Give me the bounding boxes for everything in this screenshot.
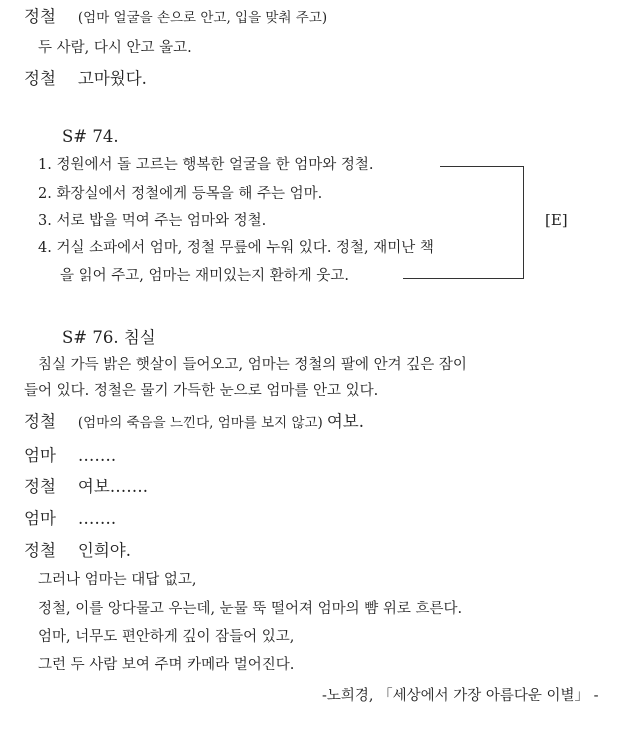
list-item: 4. 거실 소파에서 엄마, 정철 무릎에 누워 있다. 정철, 재미난 책 [38, 240, 434, 256]
dialogue-line [24, 541, 131, 561]
action-line: 두 사람, 다시 안고 울고. [38, 40, 192, 56]
spoken-line: 여보……. [77, 477, 149, 496]
dialogue-line [24, 509, 116, 529]
list-item: 1. 정원에서 돌 고르는 행복한 얼굴을 한 엄마와 정철. [38, 157, 374, 173]
scene-heading: S# 74. [62, 127, 119, 146]
source-citation: -노희경, 「세상에서 가장 아름다운 이별」 - [322, 688, 599, 704]
bracket-vertical-line [523, 166, 524, 278]
bracket-top-line [440, 166, 524, 167]
spoken-line: 여보. [326, 412, 364, 431]
speaker-name: 엄마 [24, 509, 56, 528]
list-item: 3. 서로 밥을 먹여 주는 엄마와 정철. [38, 213, 267, 229]
annotation-tag: [E] [545, 211, 568, 229]
speaker-name: 정철 [24, 69, 56, 88]
spoken-line: 고마웠다. [77, 69, 147, 88]
speaker-name: 정철 [24, 477, 56, 496]
spoken-line: ……. [77, 446, 117, 465]
spoken-line: 인희야. [77, 541, 131, 560]
scene-description: 침실 가득 밝은 햇살이 들어오고, 엄마는 정철의 팔에 안겨 깊은 잠이 [38, 357, 467, 373]
dialogue-line [24, 7, 327, 27]
speaker-name: 엄마 [24, 446, 56, 465]
bracket-bottom-line [403, 278, 524, 279]
stage-direction: (엄마 얼굴을 손으로 안고, 입을 맞춰 주고) [77, 10, 328, 26]
spoken-line: ……. [77, 509, 117, 528]
list-item: 2. 화장실에서 정철에게 등목을 해 주는 엄마. [38, 186, 323, 202]
action-line: 그러나 엄마는 대답 없고, [38, 572, 197, 588]
action-line: 정철, 이를 앙다물고 우는데, 눈물 뚝 떨어져 엄마의 뺨 위로 흐른다. [38, 601, 463, 617]
dialogue-line [24, 477, 148, 497]
dialogue-line [24, 446, 116, 466]
speaker-name: 정철 [24, 412, 56, 431]
action-line: 그런 두 사람 보여 주며 카메라 멀어진다. [38, 657, 295, 673]
dialogue-line [24, 412, 364, 432]
scene-description: 들어 있다. 정철은 물기 가득한 눈으로 엄마를 안고 있다. [24, 383, 379, 399]
speaker-name: 정철 [24, 7, 56, 26]
speaker-name: 정철 [24, 541, 56, 560]
stage-direction: (엄마의 죽음을 느낀다, 엄마를 보지 않고) [77, 415, 323, 431]
list-item-continuation: 을 읽어 주고, 엄마는 재미있는지 환하게 웃고. [60, 268, 349, 284]
scene-heading: S# 76. 침실 [62, 328, 156, 347]
dialogue-line [24, 69, 147, 89]
action-line: 엄마, 너무도 편안하게 깊이 잠들어 있고, [38, 629, 295, 645]
